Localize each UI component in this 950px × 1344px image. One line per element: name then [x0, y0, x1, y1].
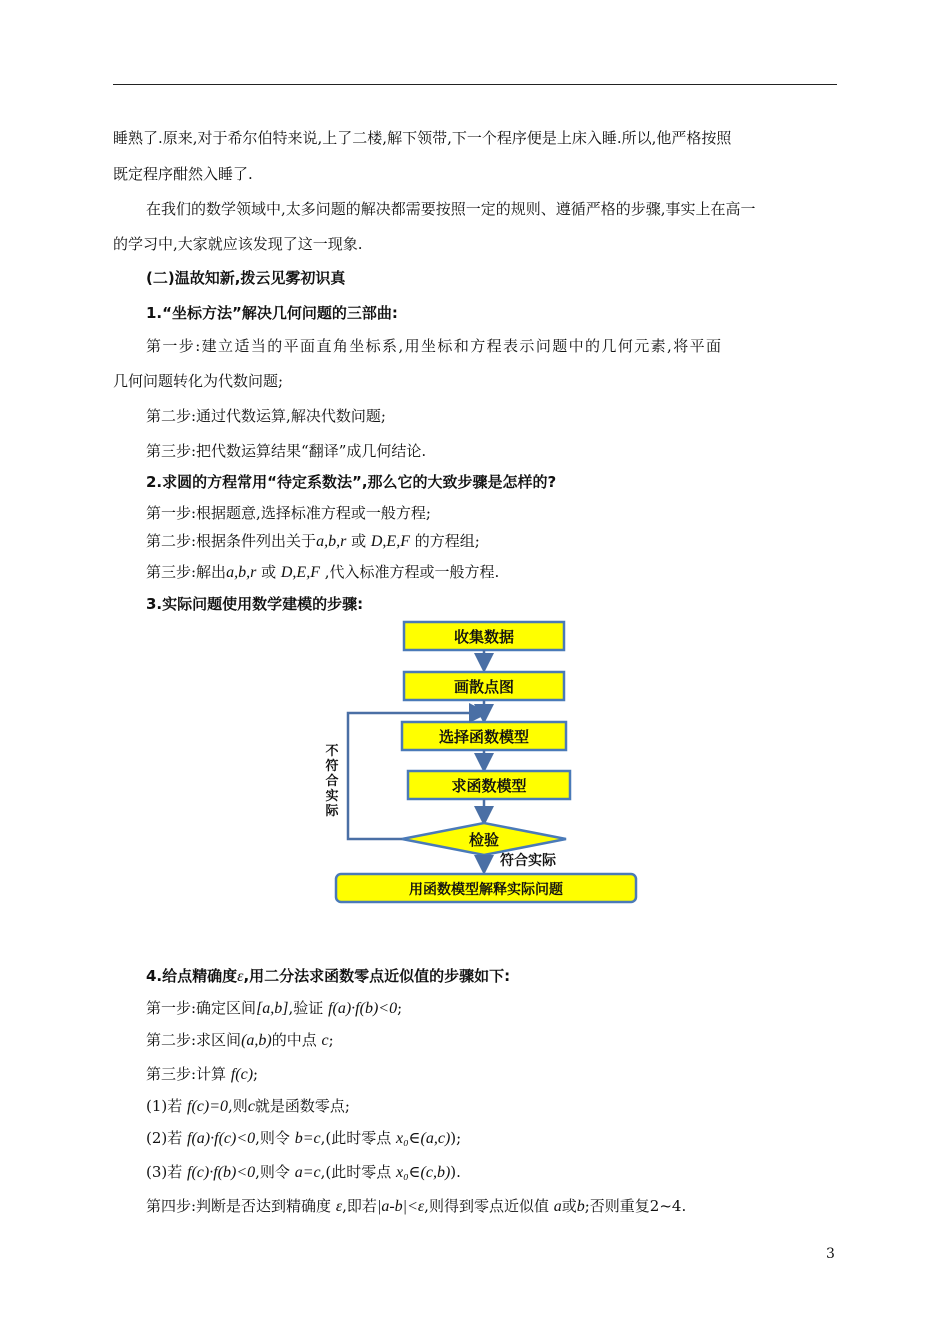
- math-var: c: [321, 1032, 329, 1049]
- math-def: D,E,F: [370, 533, 410, 550]
- step-text: ,即若: [342, 1197, 377, 1215]
- step-text: 就是函数零点;: [254, 1097, 350, 1115]
- intro-line-4: 的学习中,大家就应该发现了这一现象.: [113, 235, 363, 253]
- item2-step2-or: 或: [351, 532, 367, 550]
- item2-step3-text: 第三步:解出: [146, 563, 227, 581]
- math-expr: x₀∈(c,b): [396, 1164, 451, 1181]
- flow-diamond-check: [402, 823, 566, 855]
- item2-step1: 第一步:根据题意,选择标准方程或一般方程;: [146, 504, 431, 522]
- math-fc: f(c): [230, 1066, 254, 1083]
- svg-text:际: 际: [325, 804, 339, 819]
- svg-text:选择函数模型: 选择函数模型: [438, 728, 530, 746]
- step-text: 第一步:确定区间: [146, 999, 257, 1017]
- step-text: ,则: [228, 1097, 248, 1115]
- step-text: 的中点: [271, 1031, 317, 1049]
- item4-step4: [146, 1196, 686, 1217]
- svg-text:实: 实: [325, 789, 339, 804]
- svg-text:收集数据: 收集数据: [453, 628, 515, 646]
- item4-case1: [146, 1096, 350, 1117]
- step-text: ,则令: [255, 1163, 290, 1181]
- item4-heading: [146, 966, 510, 987]
- step-text: ;: [328, 1031, 334, 1049]
- math-expr: b=c: [294, 1130, 321, 1147]
- step-text: 或: [561, 1197, 577, 1215]
- step-text: ,(此时零点: [320, 1129, 392, 1147]
- math-expr: x₀∈(a,c): [396, 1130, 451, 1147]
- math-interval: [a,b]: [256, 1000, 289, 1017]
- step-text: (2)若: [146, 1129, 183, 1147]
- svg-text:求函数模型: 求函数模型: [451, 777, 527, 795]
- item4-step1: [146, 998, 402, 1019]
- svg-text:画散点图: 画散点图: [453, 678, 515, 696]
- math-abr: a,b,r: [316, 533, 347, 550]
- math-expr: f(c)=0: [187, 1098, 229, 1115]
- step-text: ,则令: [255, 1129, 290, 1147]
- item1-step2: 第二步:通过代数运算,解决代数问题;: [146, 407, 386, 425]
- math-product: f(a)·f(b)<0: [328, 1000, 398, 1017]
- step-text: ;: [253, 1065, 259, 1083]
- intro-line-3: 在我们的数学领域中,太多问题的解决都需要按照一定的规则、遵循严格的步骤,事实上在高一: [146, 200, 756, 218]
- item2-step2: [146, 531, 480, 552]
- item2-step3-tail: ,代入标准方程或一般方程.: [324, 563, 500, 581]
- step-text: ;: [397, 999, 403, 1017]
- step-text: 第三步:计算: [146, 1065, 227, 1083]
- step-text: );: [450, 1129, 462, 1147]
- math-def: D,E,F: [280, 564, 320, 581]
- modeling-flowchart: [300, 615, 650, 915]
- step-text: ;否则重复2~4.: [584, 1197, 687, 1215]
- flow-box-solve-model: [408, 771, 570, 799]
- item4-step3: [146, 1064, 258, 1085]
- epsilon-symbol: ε: [237, 968, 244, 985]
- step-text: ,(此时零点: [320, 1163, 392, 1181]
- math-abr: a,b,r: [226, 564, 257, 581]
- math-expr: a=c: [294, 1164, 321, 1181]
- item2-step2-tail: 的方程组;: [414, 532, 480, 550]
- math-var: b: [576, 1198, 585, 1215]
- intro-line-1: 睡熟了.原来,对于希尔伯特来说,上了二楼,解下领带,下一个程序便是上床入睡.所以,他严格按照: [113, 129, 732, 147]
- step-text: ,验证: [288, 999, 324, 1017]
- step-text: 第四步:判断是否达到精确度: [146, 1197, 332, 1215]
- flow-box-collect: [404, 622, 564, 650]
- math-abs: |a-b|<ε: [376, 1198, 425, 1215]
- flow-label-not-fit: [325, 743, 339, 819]
- step-text: ).: [450, 1163, 461, 1181]
- flow-box-explain: [336, 874, 636, 902]
- math-interval: (a,b): [241, 1032, 272, 1049]
- item1-step3: 第三步:把代数运算结果“翻译”成几何结论.: [146, 442, 427, 460]
- intro-line-2: 既定程序酣然入睡了.: [113, 165, 253, 183]
- flow-box-choose-model: [402, 722, 566, 750]
- svg-text:用函数模型解释实际问题: 用函数模型解释实际问题: [409, 882, 563, 898]
- item1-heading: 1.“坐标方法”解决几何问题的三部曲:: [146, 304, 398, 322]
- math-var: c: [247, 1098, 255, 1115]
- math-expr: f(c)·f(b)<0: [187, 1164, 256, 1181]
- item2-heading: 2.求圆的方程常用“待定系数法”,那么它的大致步骤是怎样的?: [146, 473, 557, 491]
- svg-text:合: 合: [325, 774, 339, 789]
- section-title: (二)温故知新,拨云见雾初识真: [146, 269, 346, 287]
- math-epsilon: ε: [335, 1198, 343, 1215]
- item4-case2: [146, 1128, 461, 1149]
- item4-heading-post: ,用二分法求函数零点近似值的步骤如下:: [243, 967, 511, 985]
- item3-heading: 3.实际问题使用数学建模的步骤:: [146, 595, 364, 613]
- item1-step1b: 几何问题转化为代数问题;: [113, 372, 284, 390]
- flow-box-scatter: [404, 672, 564, 700]
- page-number: 3: [826, 1246, 835, 1262]
- item4-heading-pre: 4.给点精确度: [146, 967, 238, 985]
- item4-step2: [146, 1030, 334, 1051]
- item4-case3: [146, 1162, 461, 1183]
- math-expr: f(a)·f(c)<0: [187, 1130, 256, 1147]
- svg-text:检验: 检验: [468, 831, 500, 849]
- step-text: (1)若: [146, 1097, 183, 1115]
- svg-text:不: 不: [325, 744, 339, 759]
- item2-step3-or: 或: [261, 563, 277, 581]
- step-text: ,则得到零点近似值: [424, 1197, 549, 1215]
- step-text: (3)若: [146, 1163, 183, 1181]
- svg-text:符: 符: [325, 759, 339, 774]
- item2-step3: [146, 562, 499, 583]
- item2-step2-text: 第二步:根据条件列出关于: [146, 532, 317, 550]
- item1-step1a: 第一步:建立适当的平面直角坐标系,用坐标和方程表示问题中的几何元素,将平面: [146, 337, 723, 355]
- step-text: 第二步:求区间: [146, 1031, 242, 1049]
- flow-label-fit: 符合实际: [500, 853, 556, 869]
- math-var: a: [553, 1198, 562, 1215]
- header-rule: [113, 84, 837, 85]
